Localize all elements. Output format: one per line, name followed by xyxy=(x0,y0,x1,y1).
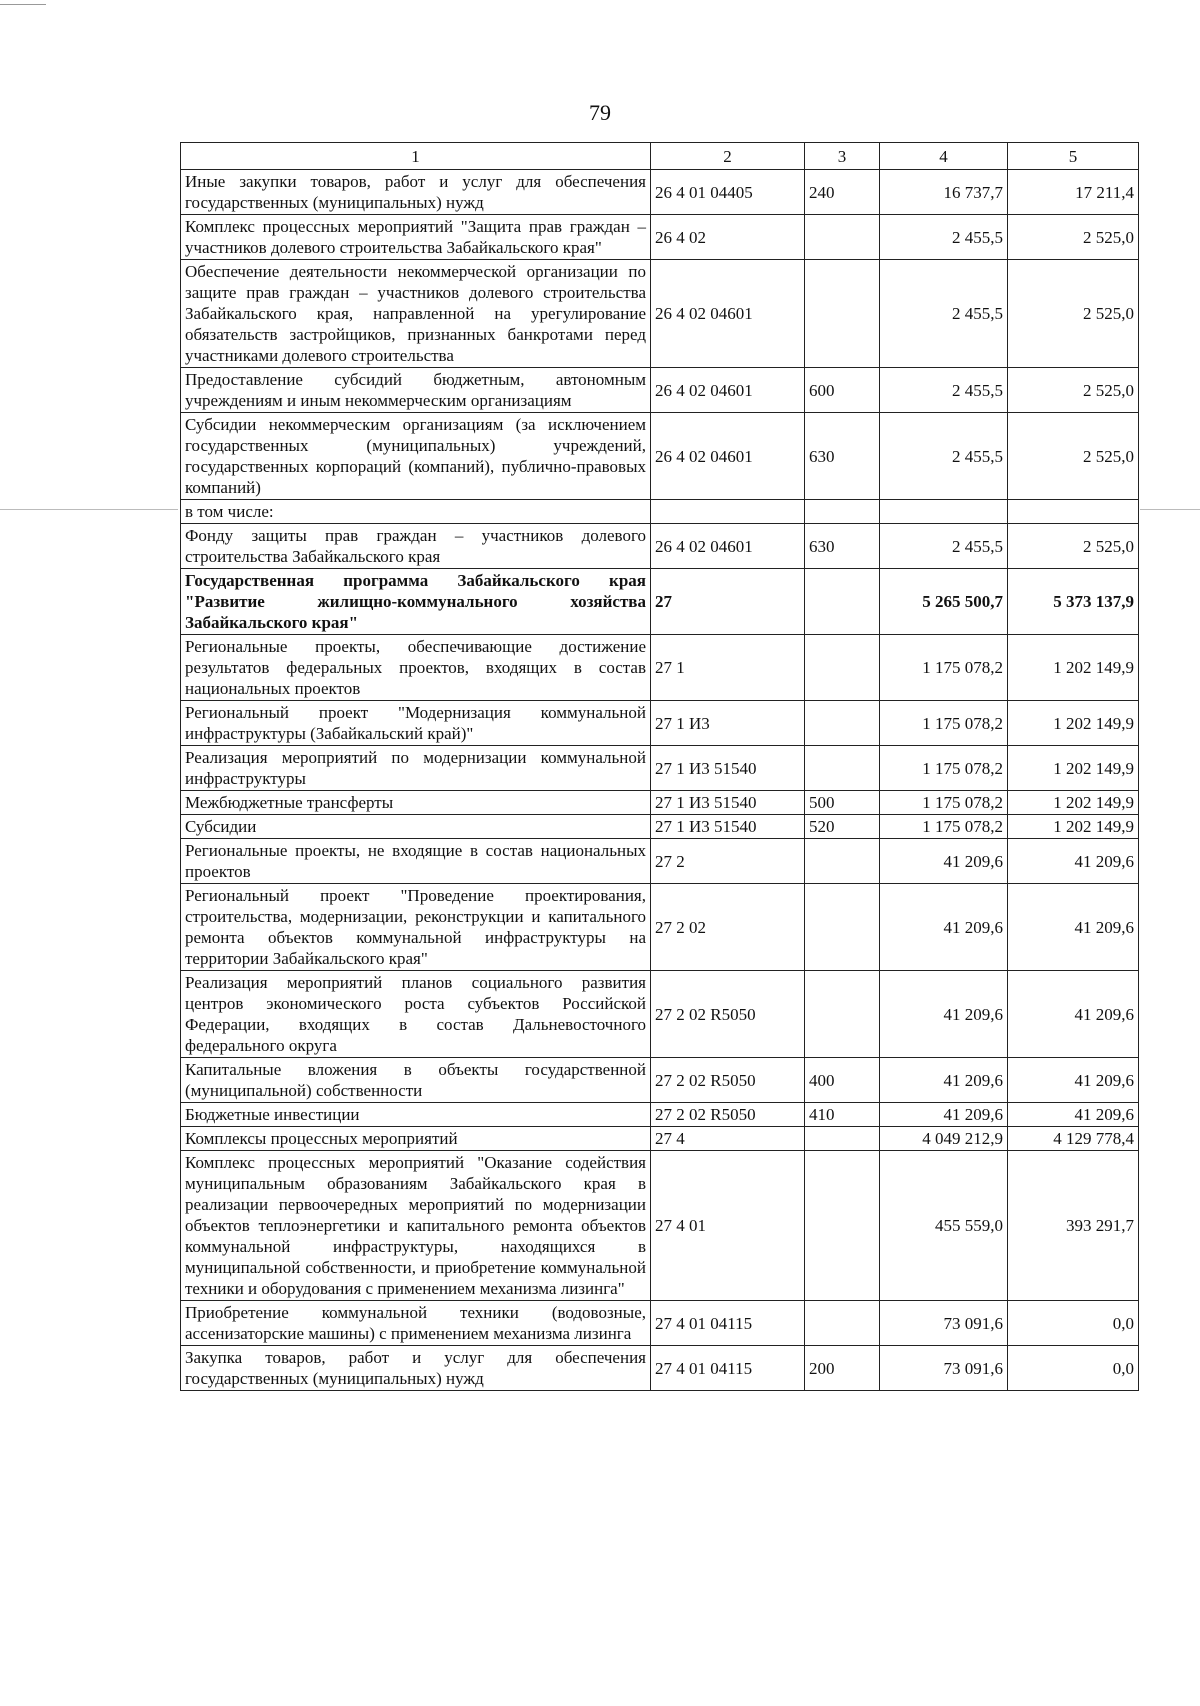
row-type: 240 xyxy=(805,170,880,215)
row-amount-1 xyxy=(880,500,1008,524)
row-name: Региональный проект "Модернизация коммунальной инфраструктуры (Забайкальский край)" xyxy=(181,701,651,746)
row-code: 27 4 01 04115 xyxy=(651,1346,805,1391)
row-amount-1: 2 455,5 xyxy=(880,260,1008,368)
row-amount-2: 41 209,6 xyxy=(1008,884,1139,971)
table-row xyxy=(181,569,1139,635)
row-code: 27 2 02 R5050 xyxy=(651,1103,805,1127)
row-type xyxy=(805,1301,880,1346)
row-amount-1: 1 175 078,2 xyxy=(880,791,1008,815)
row-code: 27 4 01 04115 xyxy=(651,1301,805,1346)
table-row xyxy=(181,170,1139,215)
row-type xyxy=(805,260,880,368)
row-name: Предоставление субсидий бюджетным, автономным учреждениям и иным некоммерческим организациям xyxy=(181,368,651,413)
row-code: 27 1 И3 xyxy=(651,701,805,746)
row-amount-1: 4 049 212,9 xyxy=(880,1127,1008,1151)
row-code: 26 4 02 04601 xyxy=(651,413,805,500)
row-amount-2: 1 202 149,9 xyxy=(1008,746,1139,791)
row-code: 26 4 02 04601 xyxy=(651,368,805,413)
row-name: Обеспечение деятельности некоммерческой организации по защите прав граждан – участников долевого строительства Забайкальского края, направленной на урегулирование обязательств застройщиков, признанных банкротами перед участниками долевого строительства xyxy=(181,260,651,368)
row-amount-1: 41 209,6 xyxy=(880,839,1008,884)
header-row xyxy=(181,143,1139,170)
row-amount-1: 2 455,5 xyxy=(880,215,1008,260)
row-type xyxy=(805,569,880,635)
row-amount-2: 0,0 xyxy=(1008,1301,1139,1346)
row-name: Комплекс процессных мероприятий "Оказание содействия муниципальным образованиям Забайкальского края в реализации первоочередных мероприятий по модернизации объектов теплоэнергетики и капитального ремонта объектов коммунальной инфраструктуры, находящихся в муниципальной собственности, и приобретение коммунальной техники и оборудования с применением механизма лизинга" xyxy=(181,1151,651,1301)
column-header-type: 3 xyxy=(805,143,880,170)
scan-edge-mark xyxy=(0,509,178,510)
row-amount-2: 2 525,0 xyxy=(1008,524,1139,569)
row-code: 26 4 02 04601 xyxy=(651,524,805,569)
row-name: Приобретение коммунальной техники (водовозные, ассенизаторские машины) с применением механизма лизинга xyxy=(181,1301,651,1346)
row-amount-1: 2 455,5 xyxy=(880,368,1008,413)
table-row xyxy=(181,260,1139,368)
row-amount-1: 455 559,0 xyxy=(880,1151,1008,1301)
table-row xyxy=(181,701,1139,746)
row-type xyxy=(805,839,880,884)
row-type xyxy=(805,746,880,791)
row-type: 200 xyxy=(805,1346,880,1391)
row-amount-2: 1 202 149,9 xyxy=(1008,701,1139,746)
row-amount-2: 41 209,6 xyxy=(1008,839,1139,884)
table-row xyxy=(181,500,1139,524)
row-code: 26 4 01 04405 xyxy=(651,170,805,215)
row-amount-2: 1 202 149,9 xyxy=(1008,815,1139,839)
table-row xyxy=(181,1058,1139,1103)
table-row xyxy=(181,791,1139,815)
row-amount-1: 41 209,6 xyxy=(880,1103,1008,1127)
row-amount-2: 41 209,6 xyxy=(1008,1103,1139,1127)
row-amount-1: 2 455,5 xyxy=(880,413,1008,500)
row-type xyxy=(805,215,880,260)
row-code: 27 1 xyxy=(651,635,805,701)
row-type: 500 xyxy=(805,791,880,815)
row-amount-1: 2 455,5 xyxy=(880,524,1008,569)
budget-table xyxy=(180,142,1139,1391)
row-name: Иные закупки товаров, работ и услуг для обеспечения государственных (муниципальных) нужд xyxy=(181,170,651,215)
row-code: 26 4 02 04601 xyxy=(651,260,805,368)
row-code: 27 4 xyxy=(651,1127,805,1151)
row-code: 27 2 02 R5050 xyxy=(651,1058,805,1103)
row-amount-2: 17 211,4 xyxy=(1008,170,1139,215)
table-row xyxy=(181,1346,1139,1391)
row-type xyxy=(805,701,880,746)
row-type xyxy=(805,635,880,701)
row-name: Комплекс процессных мероприятий "Защита прав граждан – участников долевого строительства Забайкальского края" xyxy=(181,215,651,260)
row-code: 27 xyxy=(651,569,805,635)
row-code: 27 4 01 xyxy=(651,1151,805,1301)
row-type: 410 xyxy=(805,1103,880,1127)
scan-edge-mark xyxy=(0,4,46,5)
row-name: Реализация мероприятий по модернизации коммунальной инфраструктуры xyxy=(181,746,651,791)
row-amount-2: 41 209,6 xyxy=(1008,1058,1139,1103)
row-type: 400 xyxy=(805,1058,880,1103)
row-name: Региональные проекты, обеспечивающие достижение результатов федеральных проектов, входящих в состав национальных проектов xyxy=(181,635,651,701)
row-code: 27 2 02 xyxy=(651,884,805,971)
row-code: 27 2 02 R5050 xyxy=(651,971,805,1058)
row-name: Закупка товаров, работ и услуг для обеспечения государственных (муниципальных) нужд xyxy=(181,1346,651,1391)
row-name: Межбюджетные трансферты xyxy=(181,791,651,815)
row-amount-2: 2 525,0 xyxy=(1008,413,1139,500)
row-amount-1: 41 209,6 xyxy=(880,1058,1008,1103)
row-type: 600 xyxy=(805,368,880,413)
row-amount-1: 73 091,6 xyxy=(880,1301,1008,1346)
table-row xyxy=(181,524,1139,569)
row-amount-2: 2 525,0 xyxy=(1008,260,1139,368)
table-row xyxy=(181,971,1139,1058)
table-row xyxy=(181,1301,1139,1346)
row-type: 520 xyxy=(805,815,880,839)
row-amount-1: 41 209,6 xyxy=(880,884,1008,971)
row-name: Капитальные вложения в объекты государственной (муниципальной) собственности xyxy=(181,1058,651,1103)
row-type: 630 xyxy=(805,413,880,500)
row-name: Субсидии некоммерческим организациям (за исключением государственных (муниципальных) учреждений, государственных корпораций (компаний), публично-правовых компаний) xyxy=(181,413,651,500)
row-name: Бюджетные инвестиции xyxy=(181,1103,651,1127)
page-number: 79 xyxy=(589,100,611,125)
row-code: 27 1 И3 51540 xyxy=(651,791,805,815)
row-type xyxy=(805,971,880,1058)
row-amount-1: 16 737,7 xyxy=(880,170,1008,215)
row-type xyxy=(805,500,880,524)
row-type xyxy=(805,1127,880,1151)
row-amount-2: 2 525,0 xyxy=(1008,368,1139,413)
table-row xyxy=(181,1127,1139,1151)
row-amount-1: 41 209,6 xyxy=(880,971,1008,1058)
row-amount-2: 1 202 149,9 xyxy=(1008,635,1139,701)
table-row xyxy=(181,635,1139,701)
row-name: Государственная программа Забайкальского края "Развитие жилищно-коммунального хозяйства Забайкальского края" xyxy=(181,569,651,635)
column-header-amount-2: 5 xyxy=(1008,143,1139,170)
row-name: Комплексы процессных мероприятий xyxy=(181,1127,651,1151)
row-amount-2 xyxy=(1008,500,1139,524)
row-type xyxy=(805,884,880,971)
row-code xyxy=(651,500,805,524)
row-amount-2: 41 209,6 xyxy=(1008,971,1139,1058)
row-amount-1: 1 175 078,2 xyxy=(880,635,1008,701)
column-header-name: 1 xyxy=(181,143,651,170)
row-name: Региональные проекты, не входящие в состав национальных проектов xyxy=(181,839,651,884)
row-code: 27 2 xyxy=(651,839,805,884)
column-header-code: 2 xyxy=(651,143,805,170)
table-row xyxy=(181,215,1139,260)
row-name: Региональный проект "Проведение проектирования, строительства, модернизации, реконструкции и капитального ремонта объектов коммунальной инфраструктуры на территории Забайкальского края" xyxy=(181,884,651,971)
row-amount-1: 1 175 078,2 xyxy=(880,746,1008,791)
row-amount-2: 393 291,7 xyxy=(1008,1151,1139,1301)
table-body xyxy=(181,170,1139,1391)
row-amount-1: 73 091,6 xyxy=(880,1346,1008,1391)
row-amount-2: 4 129 778,4 xyxy=(1008,1127,1139,1151)
table-row xyxy=(181,413,1139,500)
table-row xyxy=(181,839,1139,884)
row-name: Реализация мероприятий планов социального развития центров экономического роста субъектов Российской Федерации, входящих в состав Дальневосточного федерального округа xyxy=(181,971,651,1058)
row-amount-2: 5 373 137,9 xyxy=(1008,569,1139,635)
row-amount-1: 1 175 078,2 xyxy=(880,701,1008,746)
row-name: Фонду защиты прав граждан – участников долевого строительства Забайкальского края xyxy=(181,524,651,569)
row-amount-1: 5 265 500,7 xyxy=(880,569,1008,635)
row-name: Субсидии xyxy=(181,815,651,839)
row-code: 26 4 02 xyxy=(651,215,805,260)
row-type: 630 xyxy=(805,524,880,569)
table-row xyxy=(181,368,1139,413)
row-amount-2: 0,0 xyxy=(1008,1346,1139,1391)
row-code: 27 1 И3 51540 xyxy=(651,815,805,839)
table-row xyxy=(181,1103,1139,1127)
table-row xyxy=(181,815,1139,839)
table-row xyxy=(181,884,1139,971)
column-header-amount-1: 4 xyxy=(880,143,1008,170)
row-amount-1: 1 175 078,2 xyxy=(880,815,1008,839)
row-type xyxy=(805,1151,880,1301)
row-amount-2: 2 525,0 xyxy=(1008,215,1139,260)
row-code: 27 1 И3 51540 xyxy=(651,746,805,791)
row-name: в том числе: xyxy=(181,500,651,524)
row-amount-2: 1 202 149,9 xyxy=(1008,791,1139,815)
scan-edge-mark xyxy=(1140,509,1200,510)
table-row xyxy=(181,746,1139,791)
table-row xyxy=(181,1151,1139,1301)
